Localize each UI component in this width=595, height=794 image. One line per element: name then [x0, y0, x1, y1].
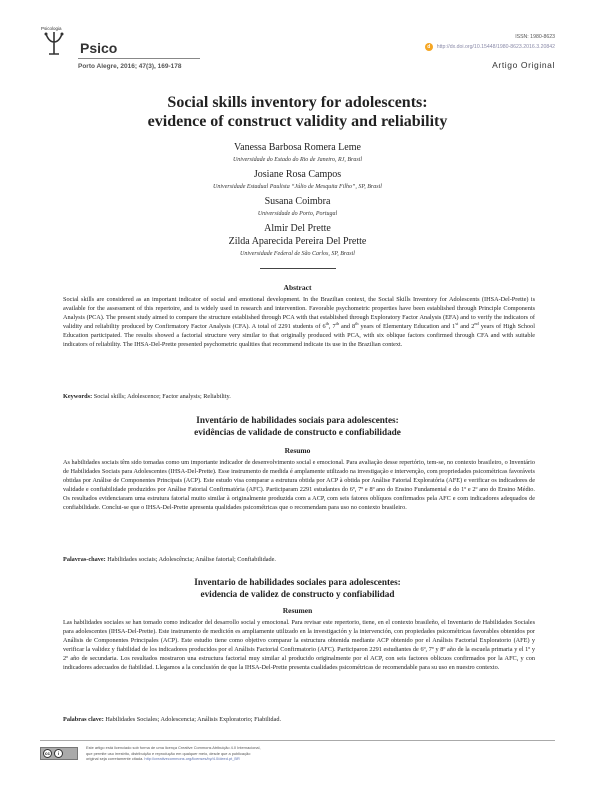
- article-title: [40, 93, 555, 131]
- license-link[interactable]: http://creativecommons.org/licenses/by/4.0/deed.pt_BR: [144, 756, 240, 762]
- cc-icon: cc: [44, 751, 50, 756]
- author-affiliation: Universidade Federal de São Carlos, SP, Brasil: [240, 251, 355, 257]
- psi-logo-icon: [40, 24, 76, 60]
- footer-divider: [40, 740, 555, 741]
- article-type: Artigo Original: [492, 60, 555, 70]
- author-affiliation: Universidade do Porto, Portugal: [257, 211, 338, 217]
- header-divider: [78, 58, 200, 59]
- title-line-1: Social skills inventory for adolescents:: [167, 94, 428, 111]
- author-name: Vanessa Barbosa Romera Leme: [234, 142, 361, 153]
- resumen-heading: Resumen: [282, 606, 313, 615]
- author-name: Zilda Aparecida Pereira Del Prette: [228, 236, 367, 247]
- doi-row[interactable]: [425, 43, 555, 51]
- resumen-keywords: Palabras clave: Habilidades Sociales; Adolescencia; Análisis Exploratorio; Fiabilidad.: [63, 716, 282, 723]
- resumo-heading: Resumo: [284, 446, 311, 455]
- logo-caption: Psicologia: [41, 26, 62, 31]
- abstract-keywords: Keywords: Social skills; Adolescence; Factor analysis; Reliability.: [63, 393, 231, 400]
- author-affiliation: Universidade Estadual Paulista “Júlio de Mesquita Filho”, SP, Brasil: [213, 184, 382, 190]
- citation: Porto Alegre, 2016; 47(3), 169-178: [78, 63, 182, 70]
- resumen-text: Las habilidades sociales se han tomado como indicador del desarrollo social y emocional. Para revisar este repertorio, tiene, en el contexto brasileño, el Inventario de Habilidades Sociales para adolescentes (IHSA-Del-Prette). Este instrumento de medición es ampliamente utilizado en la investigación y la intervención, con propiedades psicométricas favorables obtenidos por Análisis de Componentes Principales (ACP). Este estudio tiene como objetivo comparar la estructura obtenida mediante ACP obtenido por el Análisis Factorial Exploratorio (AFE) y verificar la validez y fiabilidad de los indicadores producidos por el Análisis Factorial Confirmatorio (AFC). Participaron 2291 estudiantes de 6º, 7º y 8º año de la escuela primaria y el 1º y 2º año de secundaria. Los resultados mostraron una estructura factorial muy similar al producido originalmente por el ACP, con seis factores oblicuos confirmados por la AFC, y con indicadores adecuados de fiabilidad. Llegamos a la conclusión de que la IHSA-Del-Prette presenta cualidades psicométricas de recomendable para su uso en nuestro contexto.: [63, 619, 535, 672]
- issn: ISSN: 1980-8623: [515, 34, 555, 40]
- abstract-heading: Abstract: [283, 283, 312, 292]
- license-text: Este artigo está licenciado sob forma de uma licença Creative Commons Atribuição 4.0 Internacional, que permite uso irrestrito, distribuição e reprodução em qualquer meio, desde que a publicação original seja corretamente citada. http://creativecommons.org/licenses/by/4.0/deed.pt_BR: [86, 745, 261, 762]
- pt-title: Inventário de habilidades sociais para adolescentes: evidências de validade de constructo e confiabilidade: [194, 415, 401, 437]
- abstract-text: Social skills are considered as an important indicator of social and emotional development. In the Brazilian context, the Social Skills Inventory for Adolescents (IHSA-Del-Prette) is available for the assessment of this repertoire, and is widely used in research and intervention. Favorable psychometric properties have been established through Principle Components Analysis (PCA). The present study aimed to compare the structure established through PCA with that established through Exploratory Factor Analysis (EFA) and to verify the indicators of validity and reliability produced by Confirmatory Factor Analysis (CFA). A total of 2291 students of 6th, 7th and 8th years of Elementary Education and 1st and 2nd years of High School Education participated. The results showed a factorial structure very similar to that originally produced with PCA, with six oblique factors confirmed through CFA and with suitable indicators of reliability. The IHSA-Del-Prette presented psychometric qualities that recommend indicate its use in the Brazilian context.: [63, 296, 535, 349]
- author-name: Josiane Rosa Campos: [253, 169, 342, 180]
- author-name: Almir Del Prette: [264, 223, 331, 234]
- author-affiliation: Universidade do Estado do Rio de Janeiro, RJ, Brasil: [232, 157, 363, 163]
- title-line-2: evidence of construct validity and reliability: [147, 113, 448, 130]
- resumo-keywords: Palavras-chave: Habilidades sociais; Adolescência; Análise fatorial; Confiabilidade.: [63, 556, 276, 563]
- authors-divider: [260, 268, 336, 269]
- es-title: Inventario de habilidades sociales para adolescentes: evidencia de validez de constructo y confiabilidad: [194, 577, 401, 599]
- doi-link[interactable]: http://dx.doi.org/10.15448/1980-8623.2016.3.20842: [436, 44, 555, 50]
- journal-name: Psico: [80, 40, 118, 56]
- attribution-icon: i: [54, 749, 63, 758]
- doi-icon: d: [425, 43, 433, 51]
- journal-logo: [40, 24, 76, 60]
- author-name: Susana Coimbra: [264, 196, 331, 207]
- resumo-text: As habilidades sociais têm sido tomadas como um importante indicador de desenvolvimento social e emocional. Para avaliação desse repertório, tem-se, no contexto brasileiro, o Inventário de Habilidades Sociais para Adolescentes (IHSA-Del-Prette). Esse instrumento de medida é amplamente utilizado na investigação e intervenção, com propriedades psicométricas favoráveis obtidas por Análise de Componentes Principais (ACP). Este estudo visa comparar a estrutura obtida por ACP à obtida por Análise Fatorial Exploratória (AFE) e verificar os indicadores de validade e confiabilidade produzidos por Análise Fatorial Confirmatória (AFC). Participaram 2291 estudantes do 6º, 7º e 8º ano do Ensino Fundamental e do 1º e 2º ano do Ensino Médio. Os resultados evidenciaram uma estrutura fatorial muito similar à originalmente produzida com a ACP, com seis fatores oblíquos confirmados pela AFC e com indicadores adequados de confiabilidade. Conclui-se que o IHSA-Del-Prette apresenta qualidades psicométricas que o recomendam para uso no contexto brasileiro.: [63, 459, 535, 512]
- creative-commons-badge[interactable]: [40, 747, 78, 760]
